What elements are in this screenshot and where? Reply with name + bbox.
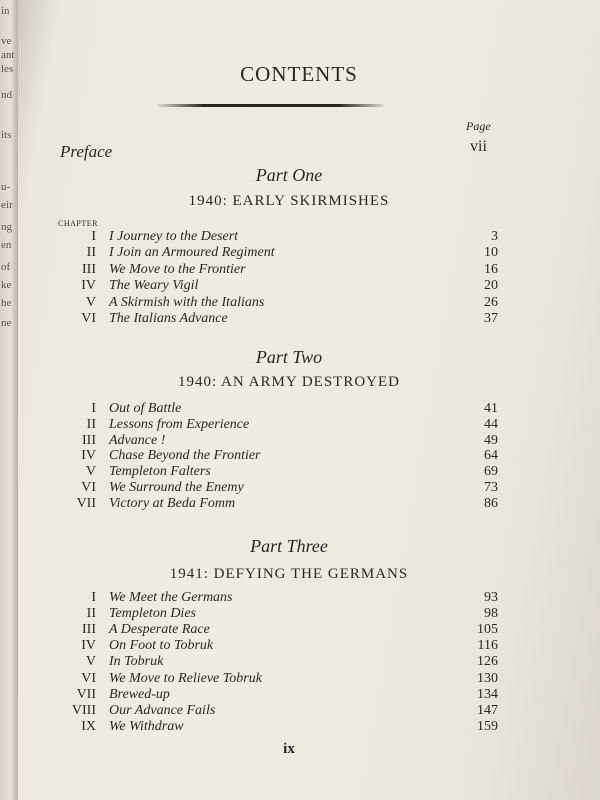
chapter-number: IV <box>81 638 96 654</box>
chapter-title: We Meet the Germans <box>109 590 233 605</box>
chapter-title: We Move to Relieve Tobruk <box>109 670 262 686</box>
preface-label: Preface <box>60 142 113 161</box>
chapter-page: 98 <box>484 606 498 622</box>
left-page-fragment: ne <box>1 317 12 329</box>
chapter-number: III <box>82 432 96 448</box>
chapter-row <box>18 703 600 719</box>
chapter-number: VII <box>76 686 96 702</box>
part-one-section: 1940: EARLY SKIRMISHES <box>188 193 390 209</box>
chapter-page: 105 <box>477 622 498 638</box>
page-title: CONTENTS <box>240 62 358 86</box>
chapter-row <box>18 671 600 687</box>
left-page-fragment: ant <box>1 49 15 61</box>
chapter-title: Chase Beyond the Frontier <box>109 448 261 464</box>
chapter-row <box>18 229 600 245</box>
chapter-row <box>18 496 600 512</box>
chapter-title: Lessons from Experience <box>109 416 250 432</box>
chapter-row <box>18 654 600 670</box>
chapter-title: Advance ! <box>109 432 166 448</box>
chapter-title: Victory at Beda Fomm <box>109 495 236 511</box>
chapter-title: Brewed-up <box>109 686 170 702</box>
left-page-fragment: eir <box>1 199 13 211</box>
chapter-page: 64 <box>484 448 498 464</box>
part-two-section: 1940: AN ARMY DESTROYED <box>177 374 401 390</box>
chapter-title: Out of Battle <box>109 401 182 416</box>
chapter-page: 49 <box>484 432 498 448</box>
title-rule <box>158 104 384 107</box>
chapter-row <box>18 448 600 464</box>
chapter-row <box>18 480 600 496</box>
chapter-page: 116 <box>477 638 498 654</box>
left-page-edge <box>0 0 18 800</box>
chapter-row <box>18 433 600 449</box>
chapter-row <box>18 464 600 480</box>
chapter-title: Templeton Dies <box>109 606 196 622</box>
left-page-fragment: ke <box>1 279 12 291</box>
chapter-title: We Move to the Frontier <box>109 261 246 277</box>
chapter-number: III <box>82 261 96 277</box>
page-folio: ix <box>283 741 295 757</box>
chapter-title: In Tobruk <box>109 654 164 670</box>
chapter-row <box>18 278 600 294</box>
chapter-number: II <box>86 416 96 432</box>
chapter-title: The Italians Advance <box>109 311 228 326</box>
chapter-page: 159 <box>477 718 498 734</box>
chapter-number: VIII <box>71 702 96 718</box>
part-three-section: 1941: DEFYING THE GERMANS <box>169 566 409 582</box>
chapter-number: IV <box>81 278 96 294</box>
chapter-page: 44 <box>484 416 498 432</box>
chapter-page: 41 <box>484 401 498 416</box>
chapter-page: 37 <box>484 311 498 326</box>
chapter-row <box>18 417 600 433</box>
chapter-page: 126 <box>477 654 498 670</box>
chapter-number: I <box>91 229 96 244</box>
contents-page <box>18 0 600 800</box>
part-three-title: Part Three <box>250 536 328 556</box>
chapter-row <box>18 638 600 654</box>
preface-page-number: vii <box>470 138 487 155</box>
chapter-row <box>18 606 600 622</box>
chapter-title: On Foot to Tobruk <box>109 638 214 654</box>
chapter-number: V <box>85 294 96 310</box>
chapter-row <box>18 262 600 278</box>
chapter-number: VI <box>81 670 96 686</box>
chapter-row <box>18 245 600 261</box>
chapter-title: I Join an Armoured Regiment <box>109 245 275 261</box>
part-one-title: Part One <box>255 165 323 185</box>
chapter-row <box>18 687 600 703</box>
chapter-row <box>18 311 600 327</box>
left-page-fragment: en <box>1 239 12 251</box>
chapter-page: 3 <box>491 229 498 244</box>
chapter-title: Our Advance Fails <box>109 702 216 718</box>
chapter-number: I <box>91 590 96 605</box>
chapter-title: The Weary Vigil <box>109 278 199 294</box>
chapter-number: IV <box>81 448 96 464</box>
part-two-title: Part Two <box>255 347 323 367</box>
chapter-page: 130 <box>477 670 498 686</box>
chapter-page: 86 <box>484 495 498 511</box>
chapter-title: We Surround the Enemy <box>109 480 244 495</box>
chapter-number: II <box>86 245 96 261</box>
chapter-column-label: CHAPTER <box>58 219 98 228</box>
chapter-page: 93 <box>484 590 498 605</box>
chapter-page: 69 <box>484 464 498 480</box>
left-page-fragment: in <box>1 5 10 17</box>
chapter-row <box>18 719 600 735</box>
chapter-number: II <box>86 606 96 622</box>
chapter-row <box>18 622 600 638</box>
chapter-number: V <box>85 464 96 480</box>
chapter-title: A Desperate Race <box>109 622 210 638</box>
chapter-page: 10 <box>484 245 498 261</box>
chapter-page: 73 <box>484 480 498 495</box>
chapter-number: I <box>91 401 96 416</box>
chapter-page: 16 <box>484 261 498 277</box>
left-page-fragment: he <box>1 297 12 309</box>
chapter-title: We Withdraw <box>109 718 184 734</box>
chapter-page: 26 <box>484 294 498 310</box>
chapter-page: 134 <box>477 686 498 702</box>
chapter-title: A Skirmish with the Italians <box>109 294 265 310</box>
chapter-number: VII <box>76 495 96 511</box>
chapter-page: 20 <box>484 278 498 294</box>
left-page-fragment: ng <box>1 221 12 233</box>
chapter-number: VI <box>81 311 96 326</box>
chapter-number: V <box>85 654 96 670</box>
chapter-title: I Journey to the Desert <box>109 229 239 244</box>
chapter-row <box>18 590 600 606</box>
left-page-fragment: its <box>1 129 12 141</box>
page-column-header: Page <box>466 119 491 133</box>
left-page-fragment: u- <box>1 181 11 193</box>
chapter-row <box>18 401 600 417</box>
left-page-fragment: of <box>1 261 11 273</box>
chapter-number: IX <box>81 718 96 734</box>
left-page-fragment: les <box>1 63 14 75</box>
chapter-row <box>18 295 600 311</box>
chapter-number: III <box>82 622 96 638</box>
chapter-number: VI <box>81 480 96 495</box>
chapter-page: 147 <box>477 702 498 718</box>
chapter-title: Templeton Falters <box>109 464 211 480</box>
left-page-fragment: nd <box>1 89 12 101</box>
left-page-fragment: ve <box>1 35 12 47</box>
